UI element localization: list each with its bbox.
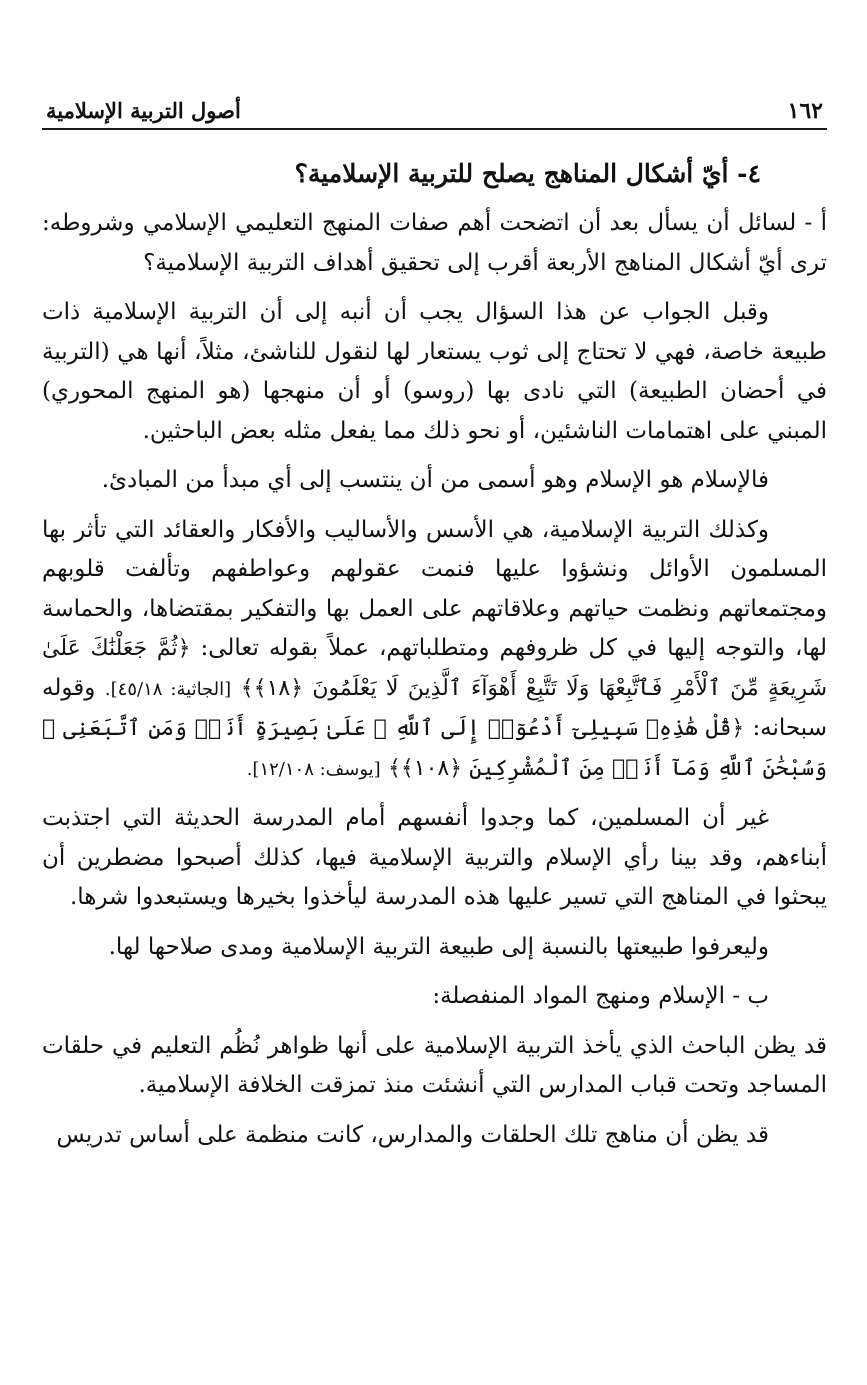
book-page	[42, 88, 827, 1165]
quran-verse-2: ﴿قُلْ هَٰذِهِۦ سَبِيلِىٓ أَدْعُوٓا۟ إِلَى ٱللَّهِ ۚ عَلَىٰ بَصِيرَةٍ أَنَا۠ وَمَنِ ٱتَّبَعَنِى ۖ وَسُبْحَٰنَ ٱللَّهِ وَمَآ أَنَا۠ مِنَ ٱلْمُشْرِكِينَ ﴿١٠٨﴾﴾	[42, 716, 827, 781]
verse-reference-1: [الجاثية: ٤٥/١٨].	[104, 678, 232, 700]
section-heading: ٤- أيّ أشكال المناهج يصلح للتربية الإسلامية؟	[294, 159, 761, 188]
page-header	[42, 88, 827, 130]
paragraph-quran-text-1: وكذلك التربية الإسلامية، هي الأسس والأساليب والأفكار والعقائد التي تأثر بها المسلمون الأوائل ونشؤوا عليها فنمت عقولهم وعواطفهم وتألفت قلوبهم ومجتمعاتهم ونظمت حياتهم وعلاقاتهم على العمل بها والتفكير بمقتضاها، والحماسة لها، والتوجه إليها في كل ظروفهم ومتطلباتهم، عملاً بقوله تعالى:	[42, 516, 827, 661]
paragraph-researcher: قد يظن الباحث الذي يأخذ التربية الإسلامية على أنها ظواهر نُظُم التعليم في حلقات المساجد وتحت قباب المدارس التي أنشئت منذ تمزقت الخلافة الإسلامية.	[42, 1032, 827, 1098]
paragraph-curricula: قد يظن أن مناهج تلك الحلقات والمدارس، كانت منظمة على أساس تدريس	[56, 1121, 769, 1148]
running-title: أصول التربية الإسلامية	[46, 98, 241, 123]
paragraph-islam: فالإسلام هو الإسلام وهو أسمى من أن ينتسب إلى أي مبدأ من المبادئ.	[101, 467, 769, 493]
page-body	[42, 130, 827, 1155]
paragraph-question: أ - لسائل أن يسأل بعد أن اتضحت أهم صفات المنهج التعليمي الإسلامي وشروطه: ترى أيّ أشكال المناهج الأربعة أقرب إلى تحقيق أهداف التربية الإسلامية؟	[42, 210, 827, 276]
paragraph-know-nature: وليعرفوا طبيعتها بالنسبة إلى طبيعة التربية الإسلامية ومدى صلاحها لها.	[108, 933, 769, 960]
verse-reference-2: [يوسف: ١٢/١٠٨].	[246, 758, 381, 780]
paragraph-nature: وقبل الجواب عن هذا السؤال يجب أن أنبه إلى أن التربية الإسلامية ذات طبيعة خاصة، فهي لا تحتاج إلى ثوب يستعار لها لنقول للناشئ، مثلاً، أنها هي (التربية في أحضان الطبيعة) التي نادى بها (روسو) أو أن منهجها (هو المنهج المحوري) المبني على اهتمامات الناشئين، أو نحو ذلك مما يفعل مثله بعض الباحثين.	[42, 299, 827, 444]
paragraph-modern-school: غير أن المسلمين، كما وجدوا أنفسهم أمام المدرسة الحديثة التي اجتذبت أبناءهم، وقد بينا رأي الإسلام والتربية الإسلامية فيها، كذلك أصبحوا مضطرين أن يبحثوا في المناهج التي تسير عليها هذه المدرسة ليأخذوا بخيرها ويستبعدوا شرها.	[42, 805, 827, 910]
paragraph-quran	[42, 511, 827, 790]
quran-verse-1: ﴿ثُمَّ جَعَلْنَٰكَ عَلَىٰ شَرِيعَةٍ مِّنَ ٱلْأَمْرِ فَٱتَّبِعْهَا وَلَا تَتَّبِعْ أَهْوَآءَ ٱلَّذِينَ لَا يَعْلَمُونَ ﴿١٨﴾﴾	[42, 636, 828, 701]
subsection-heading: ب - الإسلام ومنهج المواد المنفصلة:	[432, 983, 769, 1009]
paragraph-quran-text-2: وقوله سبحانه:	[42, 674, 827, 741]
page-number: ١٦٢	[787, 98, 823, 124]
